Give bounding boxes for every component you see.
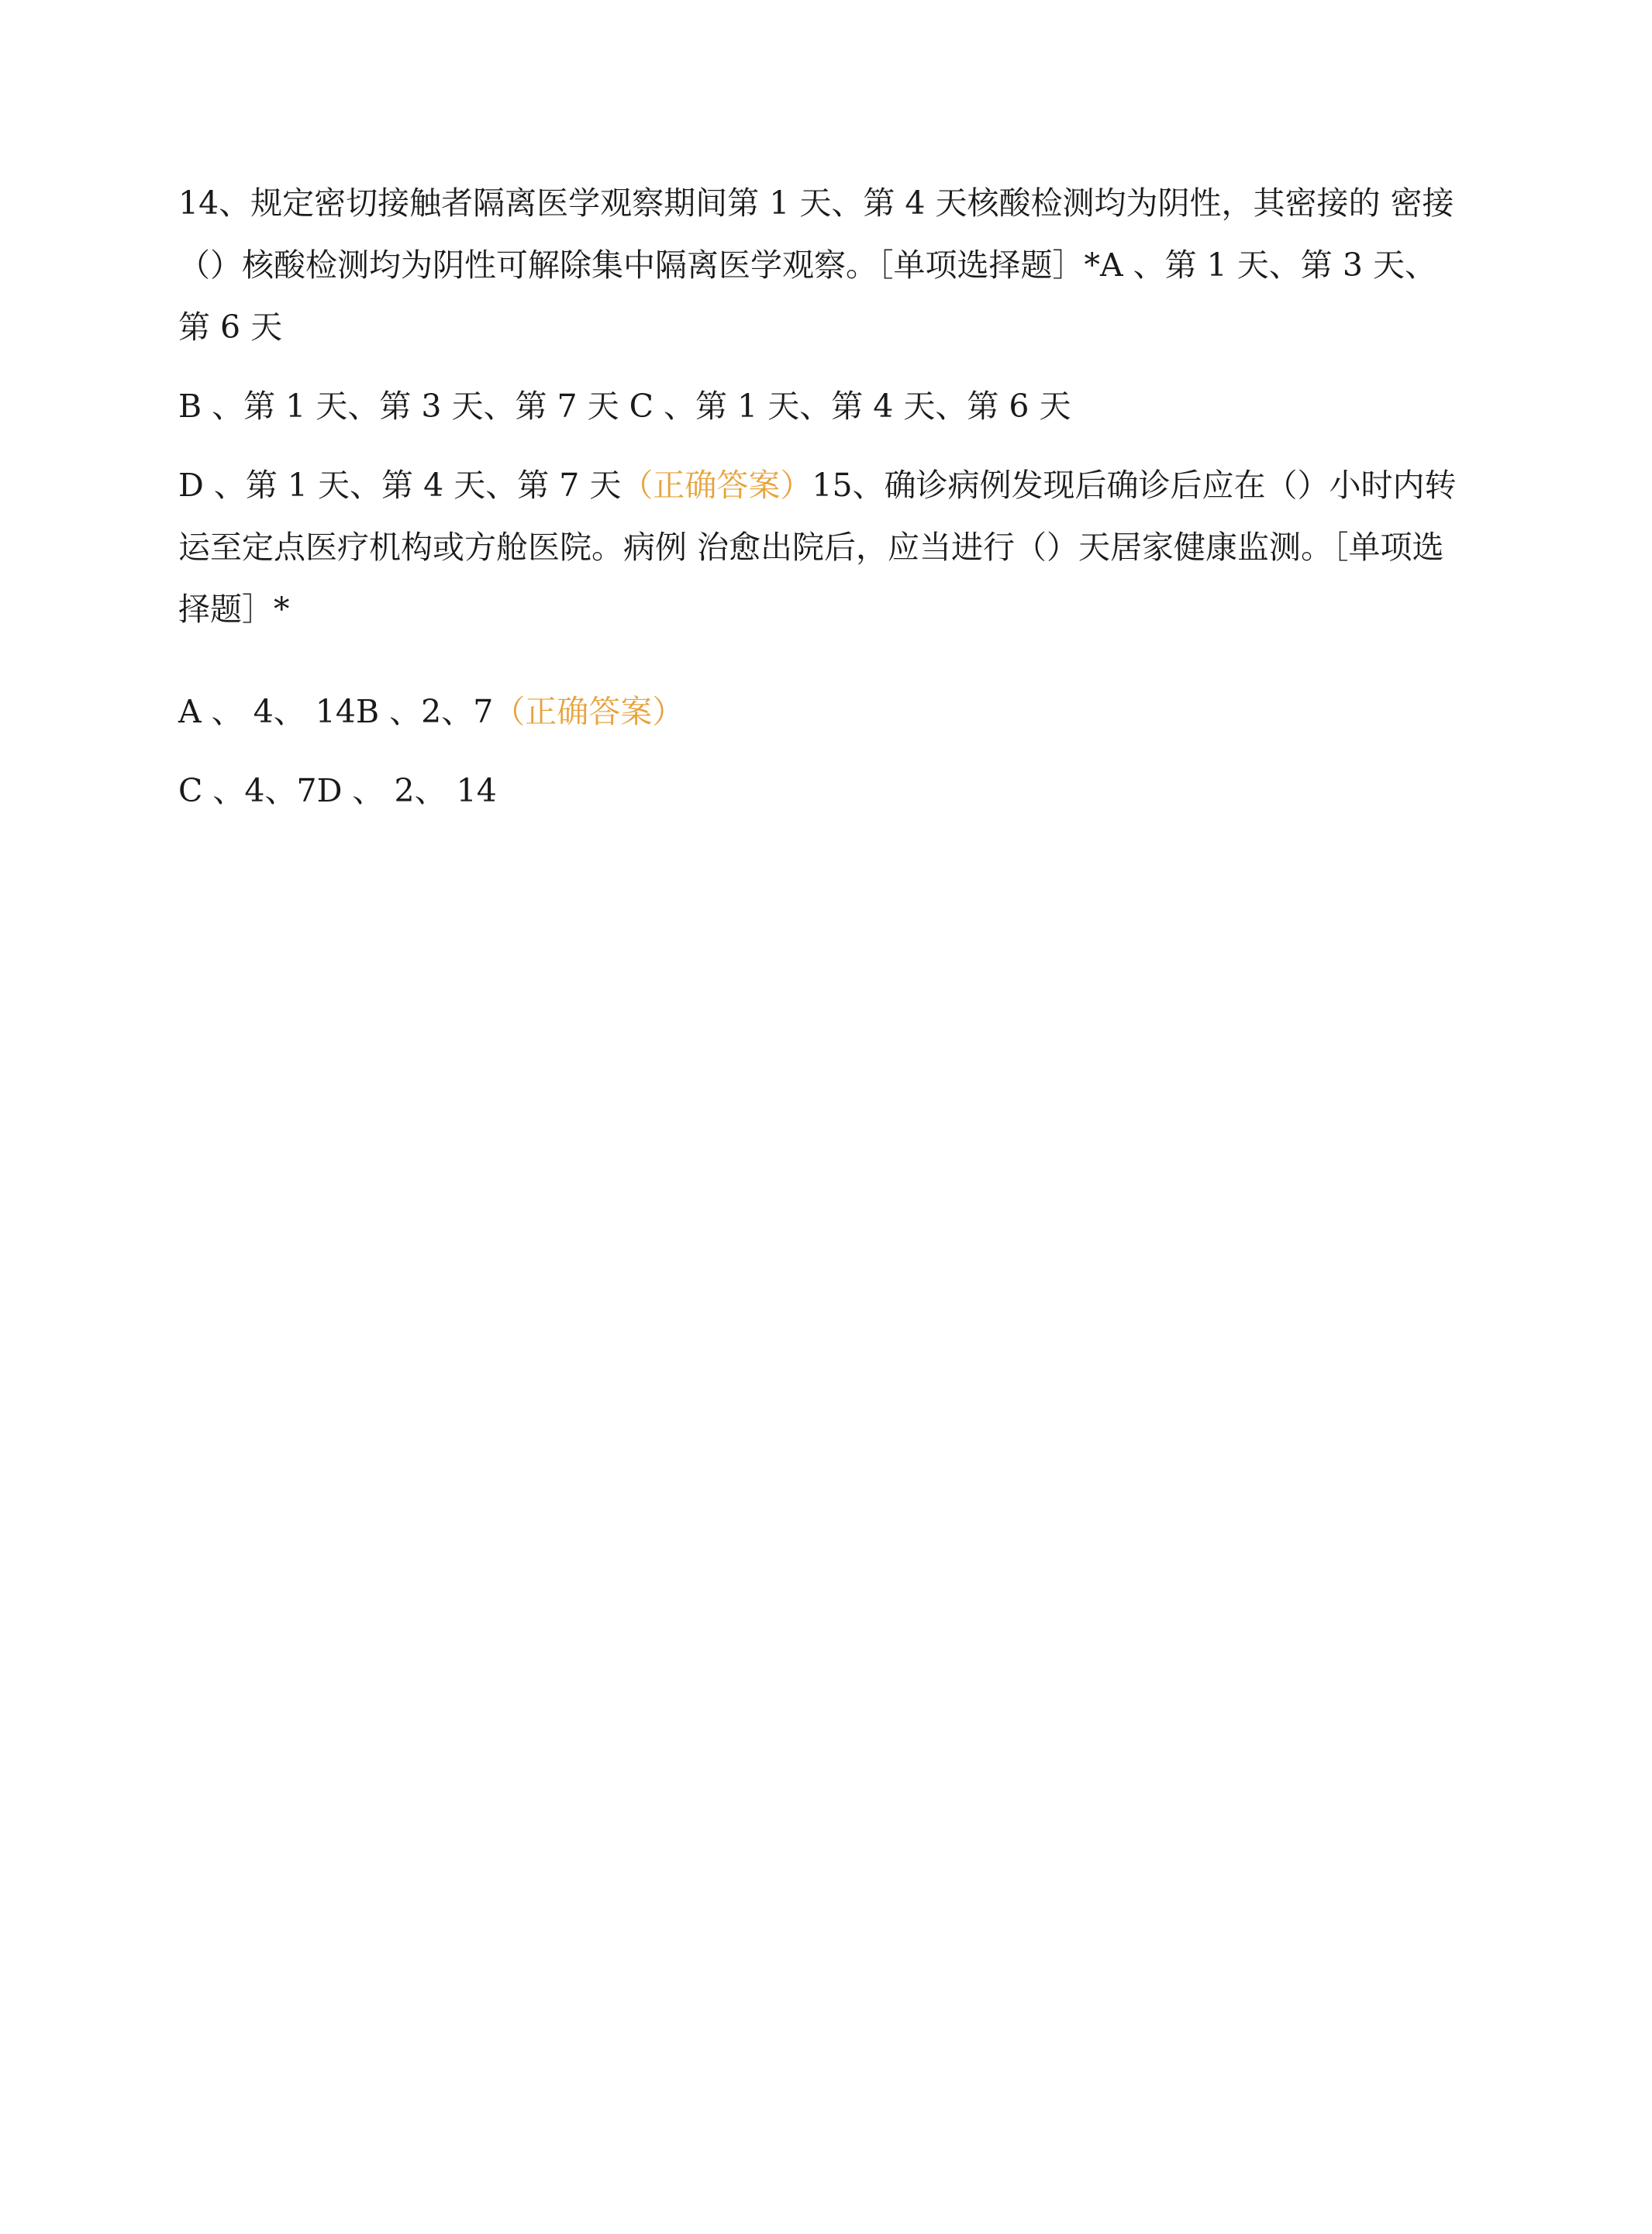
question-14-option-d-and-question-15: [178, 454, 1465, 640]
question-14-text: [178, 172, 1465, 358]
question-15-options-ab: [178, 681, 1465, 743]
correct-answer-label: （正确答案）: [493, 693, 685, 730]
question-14-option-bc-text: B 、第 1 天、第 3 天、第 7 天 C 、第 1 天、第 4 天、第 6 天: [178, 388, 1071, 425]
question-15-option-cd-text: C 、4、7D 、 2、 14: [178, 772, 497, 809]
question-14-option-d-text: D 、第 1 天、第 4 天、第 7 天: [178, 467, 622, 504]
question-15-stem: 15、确诊病例发现后确诊后应在（）小时内转运至定点医疗机构或方舱医院。病例 治愈出院后，应当进行（）天居家健康监测。［单项选择题］*: [178, 467, 1457, 628]
question-14-options-bc: [178, 375, 1465, 437]
question-15-options-cd: [178, 760, 1465, 822]
question-15-option-ab-text: A 、 4、 14B 、2、7: [178, 693, 494, 730]
correct-answer-label: （正确答案）: [621, 467, 812, 504]
document-content: [178, 172, 1465, 822]
question-14-stem: 14、规定密切接触者隔离医学观察期间第 1 天、第 4 天核酸检测均为阴性，其密接的 密接（）核酸检测均为阴性可解除集中隔离医学观察。［单项选择题］*A 、第 1 天、第 3 天、第 6 天: [178, 184, 1454, 346]
